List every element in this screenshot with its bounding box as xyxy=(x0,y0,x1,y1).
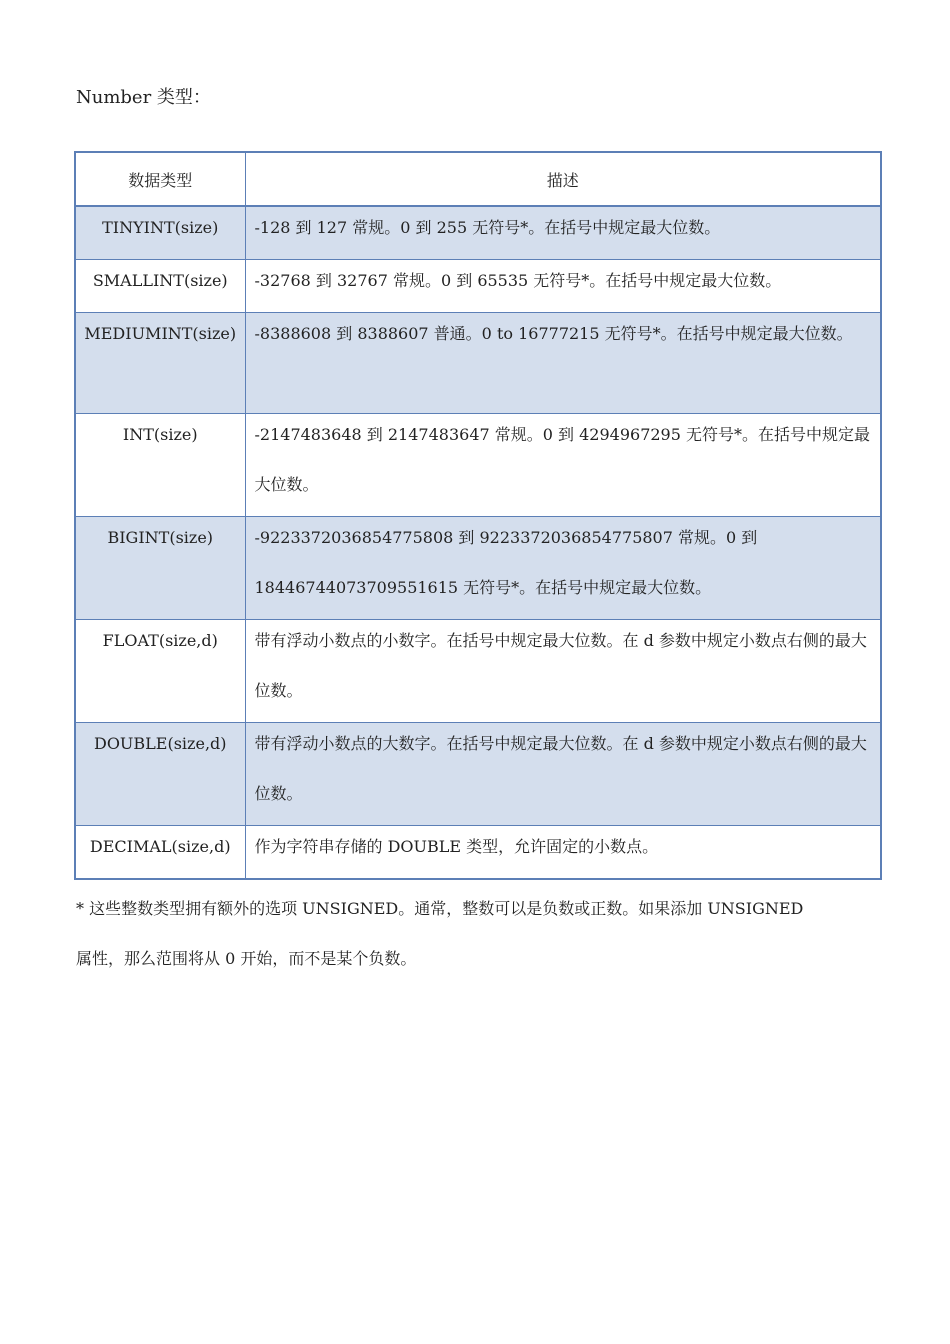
type-description: -2147483648 到 2147483647 常规。0 到 4294967295 无符号*。在括号中规定最大位数。 xyxy=(254,425,870,494)
type-cell xyxy=(75,414,245,517)
type-name: INT(size) xyxy=(122,425,198,444)
type-description: -9223372036854775808 到 9223372036854775807 常规。0 到 18446744073709551615 无符号*。在括号中规定最大位数。 xyxy=(254,528,758,597)
type-cell xyxy=(75,620,245,723)
unsigned-footnote: * 这些整数类型拥有额外的选项 UNSIGNED。通常，整数可以是负数或正数。如果添加 UNSIGNED 属性，那么范围将从 0 开始，而不是某个负数。 xyxy=(76,899,804,968)
type-name: TINYINT(size) xyxy=(102,218,219,237)
description-cell xyxy=(245,414,881,517)
header-description: 描述 xyxy=(245,152,881,206)
type-description: -128 到 127 常规。0 到 255 无符号*。在括号中规定最大位数。 xyxy=(254,218,721,237)
description-cell xyxy=(245,723,881,826)
type-name: SMALLINT(size) xyxy=(92,271,228,290)
table-row xyxy=(75,620,881,723)
type-cell xyxy=(75,260,245,313)
type-name: FLOAT(size,d) xyxy=(102,631,218,650)
description-cell xyxy=(245,620,881,723)
type-cell xyxy=(75,313,245,414)
description-cell xyxy=(245,517,881,620)
type-name: BIGINT(size) xyxy=(107,528,214,547)
description-cell xyxy=(245,826,881,880)
type-name: MEDIUMINT(size) xyxy=(84,324,237,343)
table-row xyxy=(75,313,881,414)
table-row xyxy=(75,260,881,313)
type-description: 带有浮动小数点的小数字。在括号中规定最大位数。在 d 参数中规定小数点右侧的最大位数。 xyxy=(254,631,867,700)
type-description: 带有浮动小数点的大数字。在括号中规定最大位数。在 d 参数中规定小数点右侧的最大位数。 xyxy=(254,734,867,803)
table-row xyxy=(75,723,881,826)
header-data-type: 数据类型 xyxy=(75,152,245,206)
type-cell xyxy=(75,517,245,620)
table-row xyxy=(75,826,881,880)
table-row xyxy=(75,517,881,620)
type-description: -8388608 到 8388607 普通。0 to 16777215 无符号*。在括号中规定最大位数。 xyxy=(254,324,853,343)
type-cell xyxy=(75,723,245,826)
number-types-table xyxy=(74,151,882,880)
description-cell xyxy=(245,313,881,414)
type-cell xyxy=(75,826,245,880)
type-name: DOUBLE(size,d) xyxy=(93,734,227,753)
section-heading: Number 类型： xyxy=(76,87,211,108)
type-name: DECIMAL(size,d) xyxy=(89,837,231,856)
table-row xyxy=(75,414,881,517)
type-description: -32768 到 32767 常规。0 到 65535 无符号*。在括号中规定最大位数。 xyxy=(254,271,782,290)
type-description: 作为字符串存储的 DOUBLE 类型，允许固定的小数点。 xyxy=(254,837,659,856)
